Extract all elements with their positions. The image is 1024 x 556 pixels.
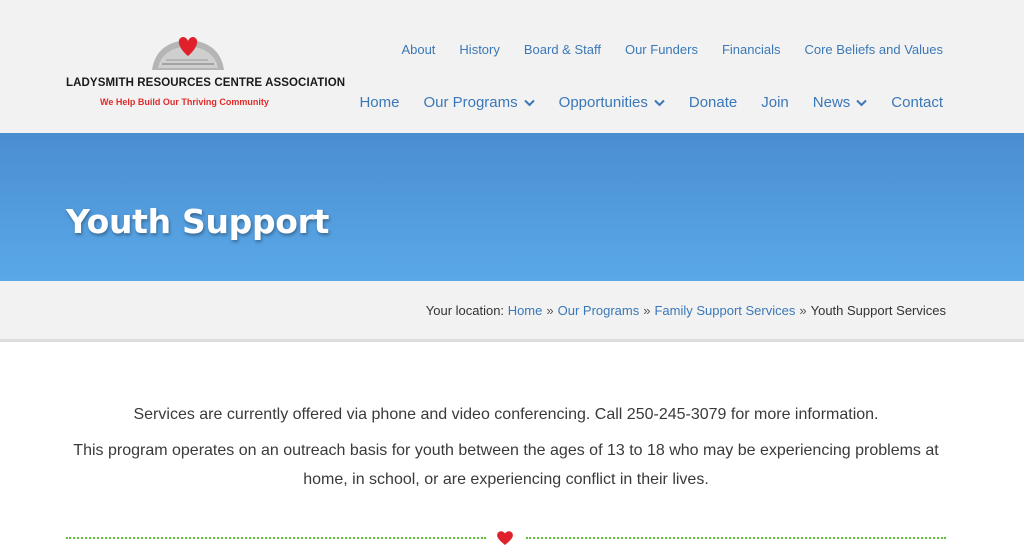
hero-banner — [0, 133, 1024, 281]
brand-name: LADYSMITH RESOURCES CENTRE ASSOCIATION — [66, 77, 346, 89]
chevron-down-icon — [524, 99, 535, 107]
nav-core-beliefs[interactable]: Core Beliefs and Values — [804, 42, 943, 57]
heart-house-logo-icon — [148, 34, 228, 74]
heart-icon — [496, 530, 514, 546]
nav-opportunities[interactable] — [559, 94, 665, 111]
nav-news[interactable] — [813, 94, 868, 111]
nav-donate-label: Donate — [688, 94, 738, 111]
nav-history[interactable]: History — [459, 42, 500, 57]
breadcrumb-prefix: Your location: — [425, 303, 505, 318]
nav-our-programs[interactable] — [423, 94, 534, 111]
nav-join-label: Join — [761, 94, 789, 111]
primary-nav — [359, 94, 943, 111]
breadcrumb-family-support[interactable]: Family Support Services — [654, 303, 796, 318]
nav-join[interactable] — [761, 94, 789, 111]
breadcrumb-separator: » — [799, 303, 807, 318]
breadcrumb-current: Youth Support Services — [810, 303, 946, 318]
divider-line-right — [526, 537, 946, 539]
chevron-down-icon — [654, 99, 665, 107]
nav-contact-label: Contact — [891, 94, 943, 111]
nav-contact[interactable] — [891, 94, 943, 111]
service-notice: Services are currently offered via phone and video conferencing. Call 250-245-3079 for more information. — [133, 406, 879, 423]
page-title: Youth Support — [66, 202, 330, 241]
nav-donate[interactable] — [689, 94, 737, 111]
site-header — [0, 0, 1024, 133]
site-logo[interactable] — [66, 34, 346, 114]
chevron-down-icon — [856, 99, 867, 107]
breadcrumb-bar — [0, 281, 1024, 342]
nav-financials[interactable]: Financials — [721, 42, 781, 57]
divider-line-left — [66, 537, 486, 539]
nav-our-programs-label: Our Programs — [423, 94, 518, 111]
breadcrumb-home[interactable]: Home — [507, 303, 543, 318]
nav-opportunities-label: Opportunities — [558, 94, 648, 111]
main-content — [66, 400, 946, 494]
nav-home-label: Home — [359, 94, 400, 111]
nav-about[interactable]: About — [401, 42, 436, 57]
nav-home[interactable] — [359, 94, 399, 111]
breadcrumb-our-programs[interactable]: Our Programs — [557, 303, 640, 318]
secondary-nav — [401, 42, 943, 57]
program-description: This program operates on an outreach basis for youth between the ages of 13 to 18 who may be experiencing problems at home, in school, or are experiencing conflict in their lives. — [73, 442, 939, 488]
nav-board-staff[interactable]: Board & Staff — [523, 42, 601, 57]
brand-tagline: We Help Build Our Thriving Community — [100, 97, 269, 107]
breadcrumb-separator: » — [643, 303, 651, 318]
section-divider — [66, 530, 946, 544]
breadcrumb — [426, 303, 946, 318]
breadcrumb-separator: » — [546, 303, 554, 318]
nav-our-funders[interactable]: Our Funders — [624, 42, 698, 57]
nav-news-label: News — [812, 94, 851, 111]
